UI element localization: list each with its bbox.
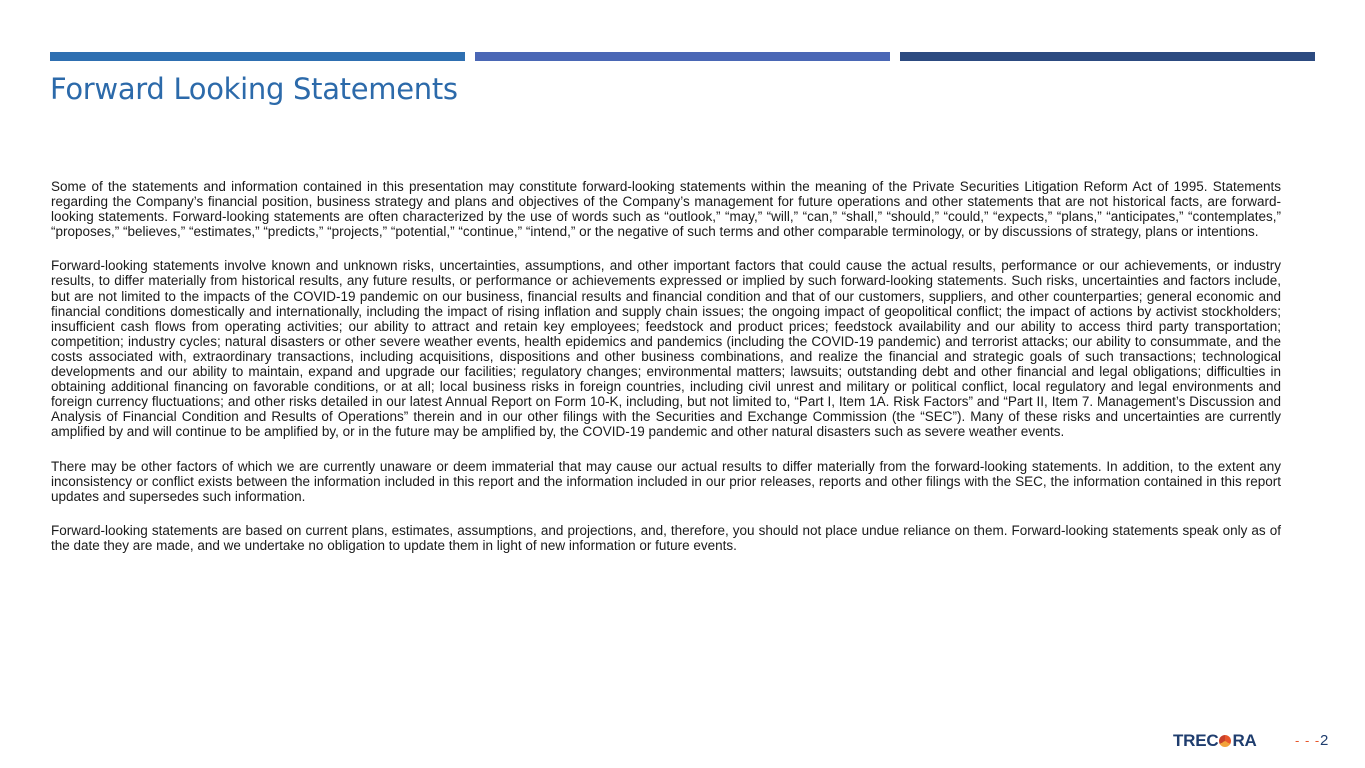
header-accent-bar-1: [50, 52, 465, 61]
logo-text-right: RA: [1232, 731, 1257, 750]
paragraph-risks: Forward-looking statements involve known and unknown risks, uncertainties, assumptions, and other important factors that could cause the actual results, performance or our achievements, or industry results, to differ materially from historical results, any future results, or performance or achievements expressed or implied by such forward-looking statements. Such risks, uncertainties and factors include, but are not limited to the impacts of the COVID-19 pandemic on our business, financial results and financial condition and that of our customers, suppliers, and other counterparties; general economic and financial conditions domestically and internationally, including the impact of rising inflation and supply chain issues; the ongoing impact of geopolitical conflict; the impact of actions by activist stockholders; insufficient cash flows from operating activities; our ability to attract and retain key employees; feedstock and product prices; feedstock availability and our ability to access third party transportation; competition; industry cycles; natural disasters or other severe weather events, health epidemics and pandemics (including the COVID-19 pandemic) and terrorist attacks; our ability to consummate, and the costs associated with, extraordinary transactions, including acquisitions, dispositions and other business combinations, and realize the financial and strategic goals of such transactions; technological developments and our ability to maintain, expand and upgrade our facilities; regulatory changes; environmental matters; lawsuits; outstanding debt and other financial and legal obligations; difficulties in obtaining additional financing on favorable conditions, or at all; local business risks in foreign countries, including civil unrest and military or political conflict, local regulatory and legal environments and foreign currency fluctuations; and other risks detailed in our latest Annual Report on Form 10-K, including, but not limited to, “Part I, Item 1A. Risk Factors” and “Part II, Item 7. Management’s Discussion and Analysis of Financial Condition and Results of Operations” therein and in our other filings with the Securities and Exchange Commission (the “SEC”). Many of these risks and uncertainties are currently amplified by and will continue to be amplified by, or in the future may be amplified by, the COVID-19 pandemic and other natural disasters such as severe weather events.: [51, 258, 1281, 440]
body-text: [51, 179, 1281, 572]
paragraph-reliance: Forward-looking statements are based on current plans, estimates, assumptions, and projections, and, therefore, you should not place undue reliance on them. Forward-looking statements speak only as of the date they are made, and we undertake no obligation to update them in light of new information or future events.: [51, 522, 1281, 553]
page-title: Forward Looking Statements: [50, 72, 458, 106]
footer-dashes: - - -: [1295, 733, 1321, 748]
paragraph-intro: Some of the statements and information contained in this presentation may constitute forward-looking statements within the meaning of the Private Securities Litigation Reform Act of 1995. Statements regarding the Company’s financial position, business strategy and plans and objectives of the Company’s management for future operations and other statements that are not historical facts, are forward-looking statements. Forward-looking statements are often characterized by the use of words such as “outlook,” “may,” “will,” “can,” “shall,” “should,” “could,” “expects,” “plans,” “anticipates,” “contemplates,” “proposes,” “believes,” “estimates,” “predicts,” “projects,” “potential,” “continue,” “intend,” or the negative of such terms and other comparable terminology, or by discussions of strategy, plans or intentions.: [51, 179, 1281, 240]
header-accent-bar-2: [475, 52, 890, 61]
trecora-logo: [1173, 731, 1257, 751]
logo-text-left: TREC: [1173, 731, 1219, 750]
logo-o-icon: [1219, 735, 1231, 747]
header-accent-bar-3: [900, 52, 1315, 61]
page-number: 2: [1320, 732, 1329, 749]
paragraph-other-factors: There may be other factors of which we are currently unaware or deem immaterial that may cause our actual results to differ materially from the forward-looking statements. In addition, to the extent any inconsistency or conflict exists between the information included in this report and the information included in our prior releases, reports and other filings with the SEC, the information contained in this report updates and supersedes such information.: [51, 458, 1281, 504]
